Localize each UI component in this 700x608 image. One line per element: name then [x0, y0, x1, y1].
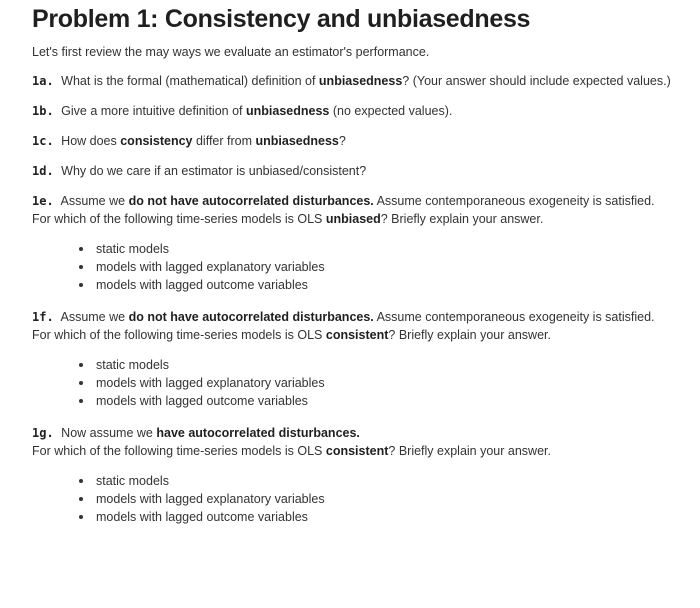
problem-page: [32, 0, 692, 526]
question-number: 1c.: [32, 134, 54, 148]
model-options-list-1f: [32, 356, 692, 410]
emphasis-term: have autocorrelated disturbances.: [156, 426, 360, 440]
list-item: static models: [96, 240, 692, 258]
question-text: How does: [61, 134, 121, 148]
list-item: static models: [96, 472, 692, 490]
question-number: 1a.: [32, 74, 54, 88]
emphasis-term: do not have autocorrelated disturbances.: [128, 310, 374, 324]
question-text: ?: [338, 134, 346, 148]
question-text: ? Briefly explain your answer.: [380, 212, 544, 226]
question-text: Assume contemporaneous exogeneity is satisfied.: [373, 194, 655, 208]
question-text: Assume we: [60, 310, 129, 324]
question-1c: [32, 132, 692, 150]
question-number: 1d.: [32, 164, 54, 178]
list-item: models with lagged outcome variables: [96, 508, 692, 526]
model-options-list-1g: [32, 472, 692, 526]
question-1g: [32, 424, 692, 460]
question-1d: [32, 162, 692, 180]
question-number: 1e.: [32, 194, 54, 208]
page-title: Problem 1: Consistency and unbiasedness: [32, 5, 531, 33]
model-options-list-1e: [32, 240, 692, 294]
question-text: What is the formal (mathematical) definition of: [61, 74, 319, 88]
list-item: static models: [96, 356, 692, 374]
list-item: models with lagged explanatory variables: [96, 490, 692, 508]
question-text: For which of the following time-series models is OLS: [32, 212, 326, 226]
question-1a: [32, 72, 692, 90]
question-text: Assume contemporaneous exogeneity is satisfied.: [373, 310, 655, 324]
question-number: 1g.: [32, 426, 54, 440]
question-text: For which of the following time-series models is OLS: [32, 328, 326, 342]
list-item: models with lagged explanatory variables: [96, 374, 692, 392]
question-text: ? (Your answer should include expected values.): [402, 74, 671, 88]
list-item: models with lagged explanatory variables: [96, 258, 692, 276]
question-1f: [32, 308, 692, 344]
question-text: (no expected values).: [329, 104, 453, 118]
emphasis-term: do not have autocorrelated disturbances.: [128, 194, 374, 208]
emphasis-term: consistent: [325, 444, 389, 458]
question-text: Give a more intuitive definition of: [61, 104, 246, 118]
emphasis-term: consistency: [120, 134, 193, 148]
question-number: 1f.: [32, 310, 54, 324]
question-text: ? Briefly explain your answer.: [388, 444, 551, 458]
emphasis-term: unbiased: [325, 212, 381, 226]
list-item: models with lagged outcome variables: [96, 276, 692, 294]
emphasis-term: unbiasedness: [318, 74, 403, 88]
list-item: models with lagged outcome variables: [96, 392, 692, 410]
question-text: differ from: [192, 134, 256, 148]
question-number: 1b.: [32, 104, 54, 118]
question-text: Assume we: [60, 194, 129, 208]
emphasis-term: unbiasedness: [255, 134, 339, 148]
emphasis-term: unbiasedness: [246, 104, 330, 118]
question-1b: [32, 102, 692, 120]
question-text: ? Briefly explain your answer.: [388, 328, 551, 342]
question-text: Why do we care if an estimator is unbiased/consistent?: [61, 164, 367, 178]
intro-text: Let's first review the may ways we evaluate an estimator's performance.: [32, 45, 430, 59]
question-1e: [32, 192, 692, 228]
question-text: Now assume we: [61, 426, 157, 440]
emphasis-term: consistent: [325, 328, 389, 342]
question-text: For which of the following time-series models is OLS: [32, 444, 326, 458]
